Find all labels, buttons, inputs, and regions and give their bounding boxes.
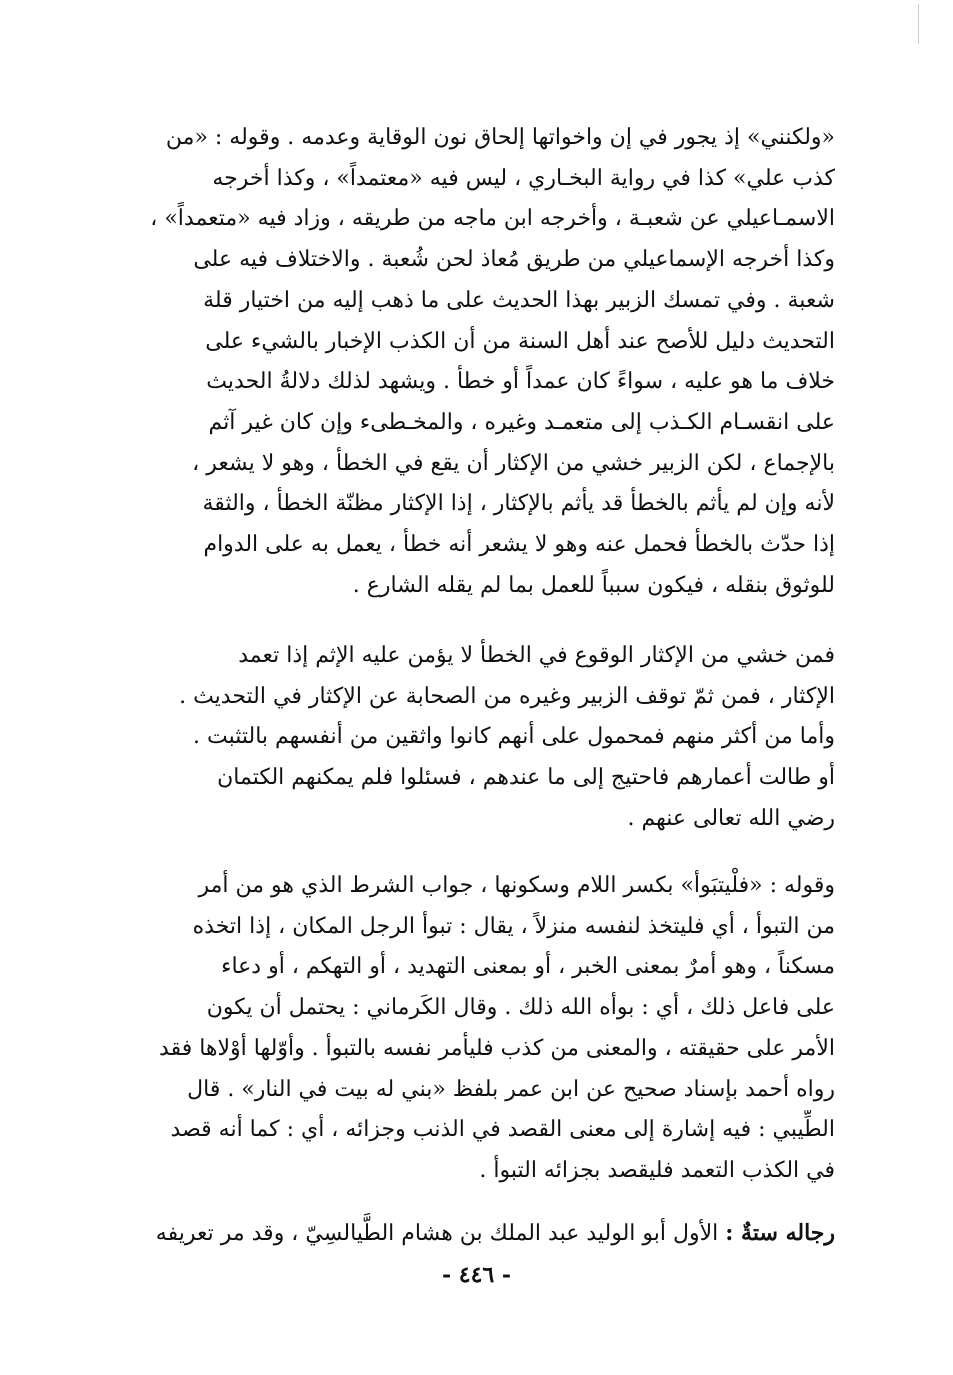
text-line: وكذا أخرجه الإسماعيلي من طريق مُعاذ لحن شُعبة . والاختلاف فيه على bbox=[193, 247, 835, 273]
text-line: الأمر على حقيقته ، والمعنى من كذب فليأمر نفسه بالتبوأ . وأوّلها أوْلاها فقد bbox=[159, 1035, 835, 1061]
text-line: «ولكنني» إذ يجور في إن واخواتها إلحاق نون الوقاية وعدمه . وقوله : «من bbox=[165, 125, 835, 150]
paragraph-3 bbox=[130, 866, 835, 1192]
scan-edge-mark bbox=[918, 4, 919, 44]
text-line: التحديث دليل للأصح عند أهل السنة من أن الكذب الإخبار بالشيء على bbox=[205, 328, 835, 354]
text-line: رضي الله تعالى عنهم . bbox=[627, 805, 835, 831]
text-line: لأنه وإن لم يأثم بالخطأ قد يأثم بالإكثار ، إذا الإكثار مظنّة الخطأ ، والثقة bbox=[202, 491, 835, 517]
text-line bbox=[130, 1213, 835, 1255]
text-line: شعبة . وفي تمسك الزبير بهذا الحديث على ما ذهب إليه من اختيار قلة bbox=[203, 287, 835, 313]
text-line: فمن خشي من الإكثار الوقوع في الخطأ لا يؤمن عليه الإثم إذا تعمد bbox=[238, 643, 835, 668]
text-line: الاسمـاعيلي عن شعبـة ، وأخرجه ابن ماجه من طريقه ، وزاد فيه «متعمداً» ، bbox=[150, 206, 835, 232]
text-line: بالإجماع ، لكن الزبير خشي من الإكثار أن يقع في الخطأ ، وهو لا يشعر ، bbox=[192, 450, 835, 476]
paragraph-4 bbox=[130, 1213, 835, 1255]
text-line: إذا حدّث بالخطأ فحمل عنه وهو لا يشعر أنه خطأ ، يعمل به على الدوام bbox=[203, 532, 835, 558]
page-number: - ٤٤٦ - bbox=[441, 1262, 512, 1288]
paragraph-2 bbox=[130, 636, 835, 840]
text-line: الطِّيبي : فيه إشارة إلى معنى القصد في الذنب وجزائه ، أي : كما أنه قصد bbox=[170, 1117, 835, 1143]
text-line: في الكذب التعمد فليقصد بجزائه التبوأ . bbox=[479, 1157, 835, 1183]
text-line: على فاعل ذلك ، أي : بوأه الله ذلك . وقال الكَرماني : يحتمل أن يكون bbox=[206, 995, 835, 1021]
text-line: وأما من أكثر منهم فمحمول على أنهم كانوا واثقين من أنفسهم بالتثبت . bbox=[192, 724, 835, 750]
section-lead: رجاله ستةٌ : bbox=[725, 1220, 835, 1246]
text-line: على انقسـام الكـذب إلى متعمـد وغيره ، والمخـطىء وإن كان غير آثم bbox=[208, 409, 835, 435]
text-line: للوثوق بنقله ، فيكون سبباً للعمل بما لم يقله الشارع . bbox=[352, 572, 835, 598]
text-line: من التبوأ ، أي فليتخذ لنفسه منزلاً ، يقال : تبوأ الرجل المكان ، إذا اتخذه bbox=[192, 913, 835, 939]
text-line: خلاف ما هو عليه ، سواءً كان عمداً أو خطأ . ويشهد لذلك دلالةُ الحديث bbox=[206, 369, 835, 395]
text-line: مسكناً ، وهو أمرٌ بمعنى الخبر ، أو بمعنى التهديد ، أو التهكم ، أو دعاء bbox=[221, 954, 835, 980]
text-line: أو طالت أعمارهم فاحتيج إلى ما عندهم ، فسئلوا فلم يمكنهم الكتمان bbox=[217, 765, 835, 791]
text-line: رواه أحمد بإسناد صحيح عن ابن عمر بلفظ «بني له بيت في النار» . قال bbox=[187, 1076, 835, 1102]
section-lead-text: الأول أبو الوليد عبد الملك بن هشام الطَّيالسِيّ ، وقد مر تعريفه bbox=[155, 1221, 726, 1246]
text-line: كذب علي» كذا في رواية البخـاري ، ليس فيه «معتمداً» ، وكذا أخرجه bbox=[212, 165, 835, 191]
paragraph-1 bbox=[130, 118, 835, 606]
text-line: الإكثار ، فمن ثمّ توقف الزبير وغيره من الصحابة عن الإكثار في التحديث . bbox=[179, 683, 835, 709]
text-line: وقوله : «فلْيتبَوأ» بكسر اللام وسكونها ، جواب الشرط الذي هو من أمر bbox=[198, 873, 835, 898]
